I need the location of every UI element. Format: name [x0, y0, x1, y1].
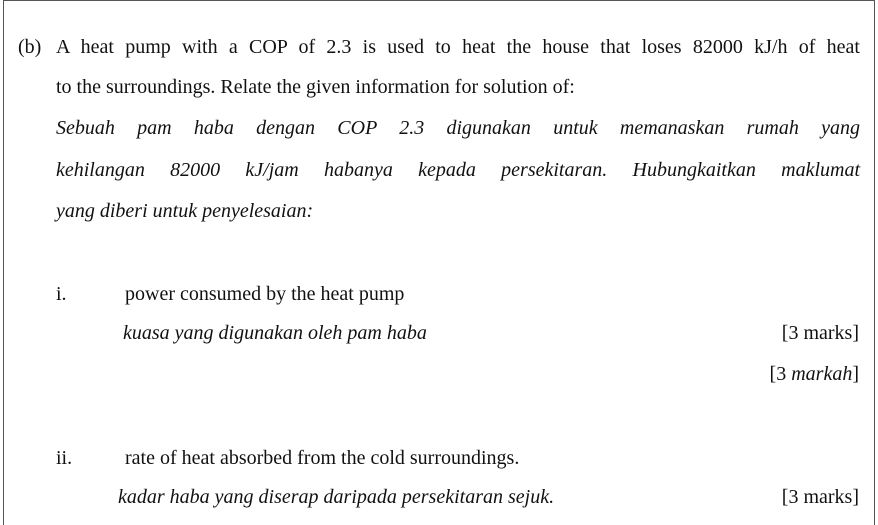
part-i-marks-malay: [3 markah]	[769, 363, 859, 385]
question-malay-line-3: yang diberi untuk penyelesaian:	[56, 200, 314, 222]
question-malay-line-2: kehilangan 82000 kJ/jam habanya kepada persekitaran. Hubungkaitkan maklumat	[56, 159, 860, 181]
question-english-line-1: A heat pump with a COP of 2.3 is used to heat the house that loses 82000 kJ/h of heat	[56, 36, 860, 58]
question-label: (b)	[18, 36, 42, 58]
part-i-malay: kuasa yang digunakan oleh pam haba	[123, 322, 427, 344]
part-i-numeral: i.	[56, 283, 67, 305]
part-i-marks-english: [3 marks]	[781, 322, 859, 344]
part-ii-numeral: ii.	[56, 447, 73, 469]
part-ii-malay: kadar haba yang diserap daripada persekitaran sejuk.	[118, 486, 555, 508]
part-i-english: power consumed by the heat pump	[125, 283, 405, 305]
part-ii-marks-english: [3 marks]	[781, 486, 859, 508]
question-english-line-2: to the surroundings. Relate the given information for solution of:	[56, 76, 575, 98]
part-ii-english: rate of heat absorbed from the cold surroundings.	[125, 447, 520, 469]
question-malay-line-1: Sebuah pam haba dengan COP 2.3 digunakan untuk memanaskan rumah yang	[56, 117, 860, 139]
